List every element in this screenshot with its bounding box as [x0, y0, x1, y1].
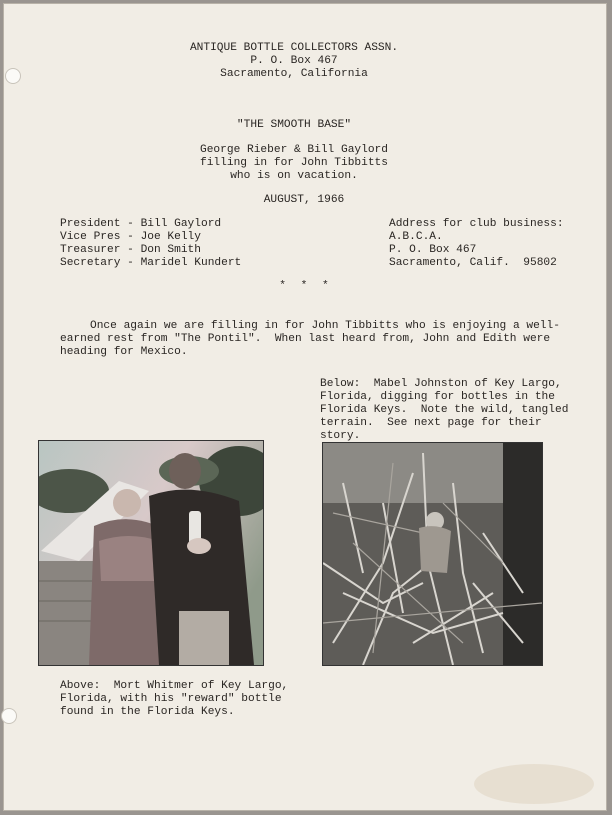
- org-city: Sacramento, California: [220, 68, 368, 80]
- caption-right-line-3: Florida Keys. Note the wild, tangled: [320, 404, 569, 416]
- org-box: P. O. Box 467: [250, 55, 338, 67]
- body-line-3: heading for Mexico.: [60, 346, 188, 358]
- paper-stain: [474, 764, 594, 804]
- address-line-2: P. O. Box 467: [389, 244, 477, 256]
- photo-mabel-johnston: [322, 442, 543, 666]
- caption-right-line-4: terrain. See next page for their: [320, 417, 542, 429]
- photo-mort-whitmer: [38, 440, 264, 666]
- newsletter-title: "THE SMOOTH BASE": [236, 119, 352, 131]
- caption-right-line-2: Florida, digging for bottles in the: [320, 391, 555, 403]
- caption-left-line-3: found in the Florida Keys.: [60, 706, 235, 718]
- officer-vice-president: Vice Pres - Joe Kelly: [60, 231, 201, 243]
- issue-date: AUGUST, 1966: [263, 194, 345, 206]
- address-heading: Address for club business:: [389, 218, 564, 230]
- punch-hole-bottom: [1, 708, 17, 724]
- section-separator: * * *: [279, 280, 333, 292]
- body-line-2: earned rest from "The Pontil". When last heard from, John and Edith were: [60, 333, 551, 345]
- editors-line-3: who is on vacation.: [230, 170, 358, 182]
- caption-right-line-5: story.: [320, 430, 361, 442]
- photo-mort-whitmer-image: [39, 441, 263, 665]
- caption-left-line-1: Above: Mort Whitmer of Key Largo,: [60, 680, 289, 692]
- photo-mabel-johnston-image: [323, 443, 542, 665]
- caption-right-line-1: Below: Mabel Johnston of Key Largo,: [320, 378, 562, 390]
- newsletter-page: [3, 3, 607, 811]
- body-line-1: Once again we are filling in for John Tibbitts who is enjoying a well-: [90, 320, 560, 332]
- address-line-3: Sacramento, Calif. 95802: [389, 257, 557, 269]
- caption-left-line-2: Florida, with his "reward" bottle: [60, 693, 282, 705]
- officer-secretary: Secretary - Maridel Kundert: [60, 257, 242, 269]
- officer-treasurer: Treasurer - Don Smith: [60, 244, 201, 256]
- officer-president: President - Bill Gaylord: [60, 218, 222, 230]
- editors-line-1: George Rieber & Bill Gaylord: [200, 144, 388, 156]
- editors-line-2: filling in for John Tibbitts: [200, 157, 388, 169]
- address-line-1: A.B.C.A.: [389, 231, 443, 243]
- org-name: ANTIQUE BOTTLE COLLECTORS ASSN.: [189, 42, 399, 54]
